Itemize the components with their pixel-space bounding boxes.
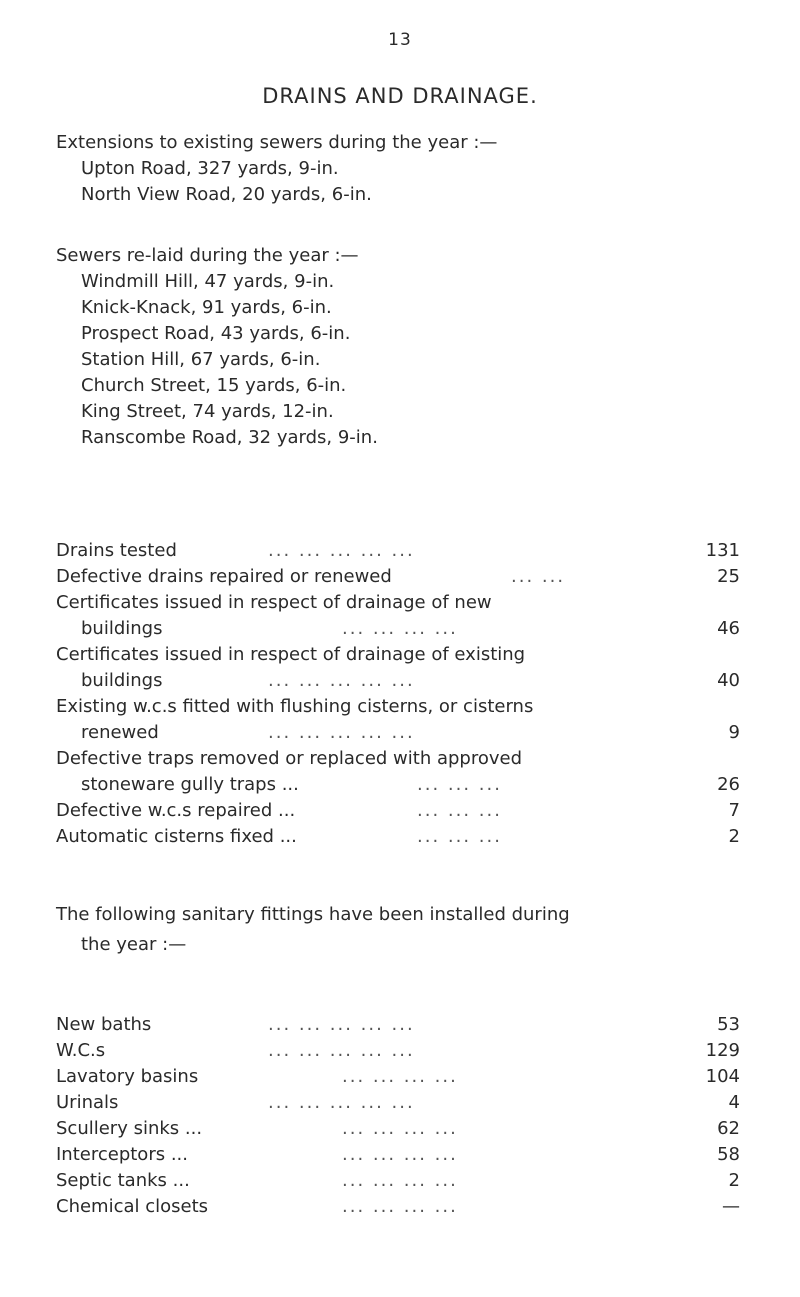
list-item: Ranscombe Road, 32 yards, 9-in. <box>81 427 378 448</box>
leader-dots: ... ... ... ... ... <box>268 1040 415 1061</box>
stat-label-line1: Defective traps removed or replaced with approved <box>56 748 523 769</box>
list-item: Church Street, 15 yards, 6-in. <box>81 375 347 396</box>
fitting-label: W.C.s <box>56 1040 106 1061</box>
list-item: Prospect Road, 43 yards, 6-in. <box>81 323 351 344</box>
extensions-intro: Extensions to existing sewers during the year :— <box>56 132 498 153</box>
stat-row <box>56 616 740 642</box>
list-item: Knick-Knack, 91 yards, 6-in. <box>81 297 332 318</box>
leader-dots: ... ... ... ... ... <box>268 722 415 743</box>
fitting-label: Scullery sinks ... <box>56 1118 203 1139</box>
stat-value: 7 <box>728 800 740 821</box>
stat-value: 26 <box>717 774 740 795</box>
fitting-value: 53 <box>717 1014 740 1035</box>
list-item: Upton Road, 327 yards, 9-in. <box>81 158 339 179</box>
list-item: Windmill Hill, 47 yards, 9-in. <box>81 271 335 292</box>
fittings-intro-line1: The following sanitary fittings have been installed during <box>56 904 570 925</box>
fitting-label: Chemical closets <box>56 1196 209 1217</box>
list-item: Station Hill, 67 yards, 6-in. <box>81 349 321 370</box>
leader-dots: ... ... ... <box>417 774 502 795</box>
leader-dots: ... ... ... ... ... <box>268 1014 415 1035</box>
stat-label: Automatic cisterns fixed ... <box>56 826 297 847</box>
stat-value: 9 <box>728 722 740 743</box>
leader-dots: ... ... ... ... <box>342 1196 458 1217</box>
leader-dots: ... ... <box>511 566 566 587</box>
fitting-value: — <box>722 1196 740 1217</box>
stat-label: buildings <box>81 618 163 639</box>
stat-value: 46 <box>717 618 740 639</box>
stat-row <box>56 772 740 798</box>
leader-dots: ... ... ... ... ... <box>268 670 415 691</box>
leader-dots: ... ... ... ... <box>342 618 458 639</box>
fitting-label: Lavatory basins <box>56 1066 199 1087</box>
leader-dots: ... ... ... <box>417 826 502 847</box>
fitting-value: 2 <box>728 1170 740 1191</box>
leader-dots: ... ... ... <box>417 800 502 821</box>
fitting-row <box>56 1012 740 1038</box>
fitting-row <box>56 1116 740 1142</box>
relaid-intro: Sewers re-laid during the year :— <box>56 245 359 266</box>
stat-row <box>56 538 740 564</box>
stat-label: Drains tested <box>56 540 177 561</box>
stat-label-line1: Existing w.c.s fitted with flushing cisterns, or cisterns <box>56 696 534 717</box>
fitting-row <box>56 1168 740 1194</box>
extensions-section <box>56 130 497 208</box>
relaid-section <box>56 243 378 451</box>
stat-label: buildings <box>81 670 163 691</box>
stat-label: renewed <box>81 722 159 743</box>
list-item: King Street, 74 yards, 12-in. <box>81 401 334 422</box>
stat-row <box>56 720 740 746</box>
fitting-label: Septic tanks ... <box>56 1170 190 1191</box>
fitting-value: 104 <box>705 1066 740 1087</box>
fitting-label: Interceptors ... <box>56 1144 188 1165</box>
leader-dots: ... ... ... ... <box>342 1170 458 1191</box>
stat-value: 40 <box>717 670 740 691</box>
page-number: 13 <box>388 30 412 50</box>
leader-dots: ... ... ... ... ... <box>268 540 415 561</box>
fitting-value: 58 <box>717 1144 740 1165</box>
stat-label-line <box>56 642 740 668</box>
fitting-value: 4 <box>728 1092 740 1113</box>
fitting-label: Urinals <box>56 1092 119 1113</box>
stat-label-line <box>56 746 740 772</box>
fitting-row <box>56 1038 740 1064</box>
extensions-list <box>56 156 497 208</box>
fittings-list <box>56 1012 740 1220</box>
stat-label: Defective drains repaired or renewed <box>56 566 392 587</box>
stat-row <box>56 668 740 694</box>
stat-label-line <box>56 694 740 720</box>
stat-label: stoneware gully traps ... <box>81 774 299 795</box>
fitting-value: 62 <box>717 1118 740 1139</box>
leader-dots: ... ... ... ... ... <box>268 1092 415 1113</box>
stat-row <box>56 564 740 590</box>
stat-row <box>56 798 740 824</box>
stat-label-line <box>56 590 740 616</box>
stat-value: 25 <box>717 566 740 587</box>
leader-dots: ... ... ... ... <box>342 1118 458 1139</box>
leader-dots: ... ... ... ... <box>342 1144 458 1165</box>
stat-label-line1: Certificates issued in respect of drainage of new <box>56 592 492 613</box>
fitting-row <box>56 1142 740 1168</box>
fittings-intro <box>56 900 740 960</box>
fitting-row <box>56 1090 740 1116</box>
fitting-label: New baths <box>56 1014 152 1035</box>
stat-row <box>56 824 740 850</box>
page-title: DRAINS AND DRAINAGE. <box>262 84 538 108</box>
leader-dots: ... ... ... ... <box>342 1066 458 1087</box>
fittings-intro-line2: the year :— <box>81 934 187 955</box>
fitting-value: 129 <box>705 1040 740 1061</box>
stat-value: 131 <box>705 540 740 561</box>
drainage-stats <box>56 538 740 850</box>
list-item: North View Road, 20 yards, 6-in. <box>81 184 372 205</box>
relaid-list <box>56 269 378 451</box>
stat-label: Defective w.c.s repaired ... <box>56 800 296 821</box>
fitting-row <box>56 1064 740 1090</box>
fitting-row <box>56 1194 740 1220</box>
stat-label-line1: Certificates issued in respect of drainage of existing <box>56 644 526 665</box>
stat-value: 2 <box>728 826 740 847</box>
